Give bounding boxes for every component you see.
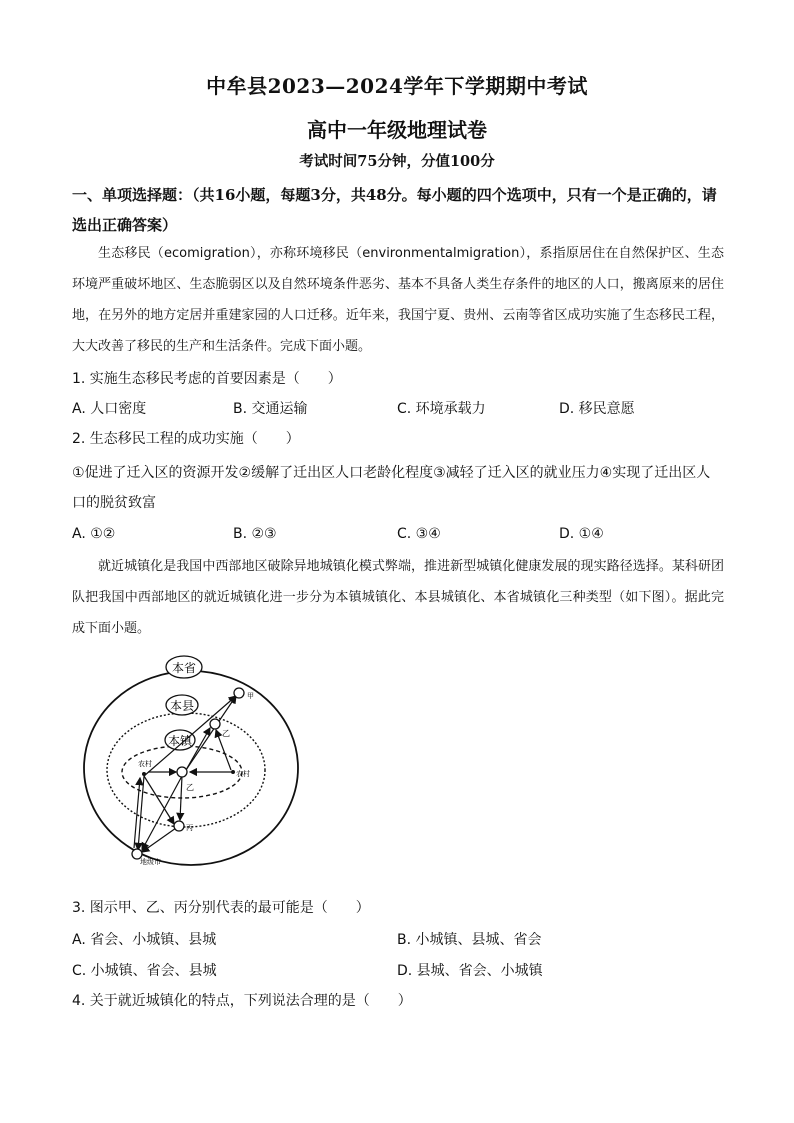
exam-info: 考试时间75分钟，分值100分 bbox=[299, 153, 495, 170]
question-2-stem: 2. 生态移民工程的成功实施（ ） bbox=[72, 431, 300, 447]
section-heading: 一、单项选择题：（共16小题，每题3分，共48分。每小题的四个选项中，只有一个是正确的，请选出正确答案） bbox=[72, 186, 717, 234]
urbanization-diagram bbox=[76, 648, 306, 870]
label-bing: 丙 bbox=[186, 824, 193, 832]
q3-option-d[interactable]: D. 县城、省会、小城镇 bbox=[397, 963, 543, 979]
node-jia bbox=[234, 688, 244, 698]
question-4-stem: 4. 关于就近城镇化的特点，下列说法合理的是（ ） bbox=[72, 993, 412, 1009]
passage-urbanization: 就近城镇化是我国中西部地区破除异地城镇化模式弊端，推进新型城镇化健康发展的现实路径选择。某科研团队把我国中西部地区的就近城镇化进一步分为本镇城镇化、本县城镇化、本省城镇化三种类型（如下图）。据此完成下面小题。 bbox=[72, 559, 724, 636]
exam-subtitle: 高中一年级地理试卷 bbox=[307, 118, 487, 142]
label-town: 本镇 bbox=[167, 734, 193, 748]
q1-option-d[interactable]: D. 移民意愿 bbox=[559, 401, 635, 417]
q1-option-a[interactable]: A. 人口密度 bbox=[72, 401, 147, 417]
label-province: 本省 bbox=[171, 661, 197, 675]
label-yi-lower: 乙 bbox=[186, 783, 194, 792]
exam-title: 中牟县2023—2024学年下学期期中考试 bbox=[206, 74, 588, 98]
question-2-statements: ①促进了迁入区的资源开发②缓解了迁出区人口老龄化程度③减轻了迁入区的就业压力④实现了迁出区人口的脱贫致富 bbox=[72, 465, 711, 511]
q2-option-c[interactable]: C. ③④ bbox=[397, 526, 441, 542]
node-yi-lower bbox=[177, 767, 187, 777]
label-county: 本县 bbox=[169, 699, 195, 713]
q2-option-d[interactable]: D. ①④ bbox=[559, 526, 604, 542]
q3-option-b[interactable]: B. 小城镇、县城、省会 bbox=[397, 932, 542, 948]
q3-option-c[interactable]: C. 小城镇、省会、县城 bbox=[72, 963, 217, 979]
passage-ecomigration: 生态移民（ecomigration），亦称环境移民（environmentalmigration），系指原居住在自然保护区、生态环境严重破坏地区、生态脆弱区以及自然环境条件恶劣、基本不具备人类生存条件的地区的人口，搬离原来的居住地，在另外的地方定居并重建家园的人口迁移。近年来，我国宁夏、贵州、云南等省区成功实施了生态移民工程，大大改善了移民的生产和生活条件。完成下面小题。 bbox=[72, 246, 724, 354]
question-3-stem: 3. 图示甲、乙、丙分别代表的最可能是（ ） bbox=[72, 900, 370, 916]
q3-option-a[interactable]: A. 省会、小城镇、县城 bbox=[72, 932, 217, 948]
node-village-left bbox=[142, 772, 146, 776]
label-prefecture-city: 地级市 bbox=[140, 858, 161, 866]
label-village-left: 农村 bbox=[138, 760, 152, 768]
node-bing bbox=[174, 821, 184, 831]
q2-option-b[interactable]: B. ②③ bbox=[233, 526, 277, 542]
q1-option-c[interactable]: C. 环境承载力 bbox=[397, 401, 486, 417]
label-yi-upper: 乙 bbox=[222, 729, 230, 738]
q1-option-b[interactable]: B. 交通运输 bbox=[233, 401, 308, 417]
question-1-stem: 1. 实施生态移民考虑的首要因素是（ ） bbox=[72, 371, 342, 387]
node-village-right bbox=[231, 770, 235, 774]
node-yi-upper bbox=[210, 719, 220, 729]
label-jia: 甲 bbox=[247, 692, 254, 700]
q2-option-a[interactable]: A. ①② bbox=[72, 526, 116, 542]
label-village-right: 农村 bbox=[236, 770, 250, 778]
